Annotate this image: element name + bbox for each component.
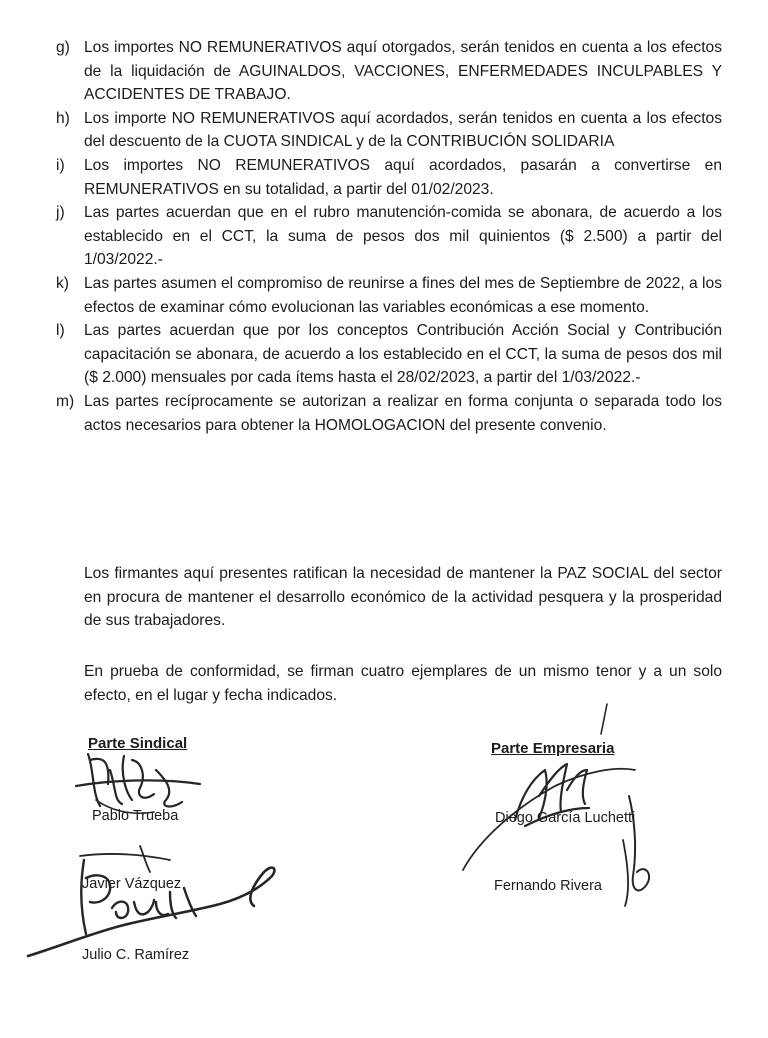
signer-name: Javier Vázquez xyxy=(82,876,182,892)
signature-scribble-trueba xyxy=(70,740,220,830)
clause-h xyxy=(56,107,722,154)
clause-letter: l) xyxy=(56,322,65,340)
clause-g xyxy=(56,36,722,107)
clause-letter: g) xyxy=(56,39,70,56)
clause-text: Las partes asumen el compromiso de reunirse a fines del mes de Septiembre de 2022, a los efectos de examinar cómo evolucionan las variables económicas a ese momento. xyxy=(84,274,722,316)
signer-name: Fernando Rivera xyxy=(494,878,602,894)
signer-name: Diego García Luchetti xyxy=(495,810,636,826)
clause-letter: i) xyxy=(56,156,65,174)
clause-list xyxy=(56,36,722,437)
paz-social-paragraph: Los firmantes aquí presentes ratifican la necesidad de mantener la PAZ SOCIAL del sector en procura de mantener el desarrollo económico de la actividad pesquera y la prosperidad de sus trabajadores. xyxy=(84,565,722,630)
clause-j xyxy=(56,201,722,272)
clause-text: Los importes NO REMUNERATIVOS aquí acordados, pasarán a convertirse en REMUNERATIVOS en su totalidad, a partir del 01/02/2023. xyxy=(84,156,722,198)
signer-name: Pablo Trueba xyxy=(92,808,179,824)
conformidad-paragraph: En prueba de conformidad, se firman cuatro ejemplares de un mismo tenor y a un solo efecto, en el lugar y fecha indicados. xyxy=(84,663,722,704)
clause-i xyxy=(56,154,722,201)
clause-m xyxy=(56,390,722,437)
signature-scribble-ramirez xyxy=(20,838,290,968)
signer-name: Julio C. Ramírez xyxy=(82,947,190,963)
parte-sindical-heading: Parte Sindical xyxy=(88,735,188,752)
clause-text: Las partes acuerdan que por los conceptos Contribución Acción Social y Contribución capacitación se abonara, de acuerdo a los establecido en el CCT, la suma de pesos dos mil ($ 2.000) mensuales por cada ítems hasta el 28/02/2023, a partir del 1/03/2022.- xyxy=(84,322,722,387)
clause-k xyxy=(56,272,722,319)
clause-text: Los importes NO REMUNERATIVOS aquí otorgados, serán tenidos en cuenta a los efectos de la liquidación de AGUINALDOS, VACCIONES, ENFERMEDADES INCULPABLES Y ACCIDENTES DE TRABAJO. xyxy=(84,39,722,104)
clause-text: Las partes recíprocamente se autorizan a realizar en forma conjunta o separada todo los actos necesarios para obtener la HOMOLOGACION del presente convenio. xyxy=(84,392,722,434)
clause-letter: h) xyxy=(56,109,70,127)
clause-letter: k) xyxy=(56,274,69,292)
clause-l xyxy=(56,319,722,390)
parte-empresaria-heading: Parte Empresaria xyxy=(491,740,615,757)
clause-letter: j) xyxy=(56,204,65,222)
clause-letter: m) xyxy=(56,392,75,410)
signature-scribble-empresaria xyxy=(455,700,675,920)
clause-text: Los importe NO REMUNERATIVOS aquí acordados, serán tenidos en cuenta a los efectos del descuento de la CUOTA SINDICAL y de la CONTRIBUCIÓN SOLIDARIA xyxy=(84,109,722,151)
clause-text: Las partes acuerdan que en el rubro manutención-comida se abonara, de acuerdo a los establecido en el CCT, la suma de pesos dos mil quinientos ($ 2.500) a partir del 1/03/2022.- xyxy=(84,204,722,269)
